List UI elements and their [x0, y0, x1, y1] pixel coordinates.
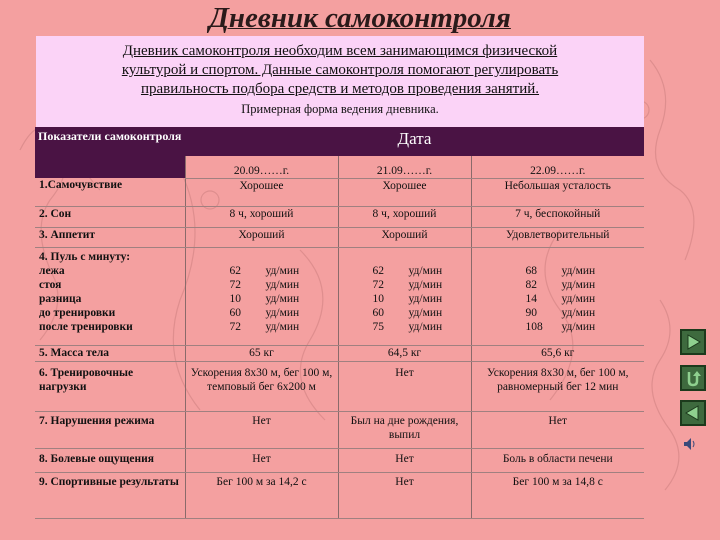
- pulse-number: 68: [525, 264, 537, 277]
- pulse-sublabel: после тренировки: [39, 320, 133, 333]
- pulse-value: [526, 278, 642, 292]
- pulse-number: 82: [525, 278, 537, 291]
- table-cell: Был на дне рождения, выпил: [338, 411, 471, 448]
- pulse-sublabel: разница: [39, 292, 82, 305]
- table-cell: Нет: [338, 361, 471, 411]
- page-title: Дневник самоконтроля: [209, 2, 511, 34]
- table-cell: Нет: [185, 448, 338, 472]
- intro-subtitle: Примерная форма ведения дневника.: [241, 102, 439, 116]
- pulse-number: 10: [372, 292, 384, 305]
- pulse-heading: 4. Пуль с минуту:: [39, 250, 131, 263]
- pulse-unit: уд/мин: [408, 264, 443, 277]
- table-cell: Ускорения 8х30 м, бег 100 м, равномерный бег 12 мин: [471, 361, 644, 411]
- row-label-pain: 8. Болевые ощущения: [35, 448, 185, 472]
- pulse-cell: [471, 247, 644, 345]
- table-cell: Боль в области печени: [471, 448, 644, 472]
- pulse-unit: уд/мин: [408, 306, 443, 319]
- self-control-table: [35, 127, 644, 519]
- date-cell: 22.09……г.: [471, 156, 644, 178]
- header-date: Дата: [185, 127, 644, 156]
- row-label-wellbeing: 1.Самочувствие: [35, 178, 185, 206]
- row-label-results: 9. Спортивные результаты: [35, 472, 185, 518]
- table-cell: 64,5 кг: [338, 345, 471, 361]
- pulse-sublabel: лежа: [39, 264, 65, 277]
- row-label-regime: 7. Нарушения режима: [35, 411, 185, 448]
- pulse-unit: уд/мин: [265, 264, 300, 277]
- pulse-unit: уд/мин: [561, 320, 596, 333]
- pulse-unit: уд/мин: [408, 292, 443, 305]
- pulse-number: 10: [229, 292, 241, 305]
- back-icon: [682, 402, 704, 424]
- pulse-number: 90: [525, 306, 537, 319]
- row-label-sleep: 2. Сон: [35, 206, 185, 227]
- pulse-value: [526, 292, 642, 306]
- return-button[interactable]: [680, 365, 706, 391]
- intro-line: Дневник самоконтроля необходим всем занимающимся физической: [122, 43, 558, 59]
- pulse-cell: [338, 247, 471, 345]
- table-cell: 7 ч, беспокойный: [471, 206, 644, 227]
- date-cell: 20.09……г.: [185, 156, 338, 178]
- date-cell: 21.09……г.: [338, 156, 471, 178]
- speaker-icon[interactable]: [682, 436, 700, 452]
- pulse-unit: уд/мин: [265, 278, 300, 291]
- table-cell: 65 кг: [185, 345, 338, 361]
- pulse-unit: уд/мин: [561, 306, 596, 319]
- table-cell: Хорошее: [185, 178, 338, 206]
- pulse-value: [373, 292, 468, 306]
- table-cell: Нет: [338, 472, 471, 518]
- pulse-unit: уд/мин: [561, 292, 596, 305]
- pulse-value: [230, 292, 335, 306]
- pulse-number: 108: [525, 320, 543, 333]
- pulse-number: 62: [229, 264, 241, 277]
- pulse-number: 72: [229, 278, 241, 291]
- pulse-number: 75: [372, 320, 384, 333]
- pulse-unit: уд/мин: [265, 292, 300, 305]
- table-cell: Хороший: [338, 227, 471, 247]
- pulse-unit: уд/мин: [561, 278, 596, 291]
- row-label-pulse: [35, 247, 185, 345]
- pulse-value: [230, 264, 335, 278]
- table-cell: Ускорения 8х30 м, бег 100 м, темповый бег 6х200 м: [185, 361, 338, 411]
- table-cell: Удовлетворительный: [471, 227, 644, 247]
- pulse-cell: [185, 247, 338, 345]
- row-label-appetite: 3. Аппетит: [35, 227, 185, 247]
- pulse-unit: уд/мин: [265, 306, 300, 319]
- pulse-number: 72: [229, 320, 241, 333]
- table-cell: 8 ч, хороший: [185, 206, 338, 227]
- pulse-number: 14: [525, 292, 537, 305]
- next-slide-button[interactable]: [680, 329, 706, 355]
- table-cell: Хорошее: [338, 178, 471, 206]
- pulse-value: [373, 306, 468, 320]
- row-label-training: 6. Тренировочные нагрузки: [35, 361, 185, 411]
- intro-line: правильность подбора средств и методов проведения занятий.: [140, 81, 540, 97]
- return-icon: [682, 367, 704, 389]
- pulse-unit: уд/мин: [265, 320, 300, 333]
- play-icon: [682, 331, 704, 353]
- pulse-value: [526, 264, 642, 278]
- intro-panel: [36, 36, 644, 127]
- pulse-value: [230, 278, 335, 292]
- pulse-unit: уд/мин: [561, 264, 596, 277]
- table-cell: Бег 100 м за 14,2 с: [185, 472, 338, 518]
- pulse-unit: уд/мин: [408, 278, 443, 291]
- pulse-value: [373, 320, 468, 334]
- pulse-value: [526, 320, 642, 334]
- header-label: Показатели самоконтроля: [35, 127, 185, 178]
- table-cell: Нет: [185, 411, 338, 448]
- table-cell: 8 ч, хороший: [338, 206, 471, 227]
- table-cell: Нет: [471, 411, 644, 448]
- pulse-value: [373, 278, 468, 292]
- table-cell: Хороший: [185, 227, 338, 247]
- previous-slide-button[interactable]: [680, 400, 706, 426]
- pulse-unit: уд/мин: [408, 320, 443, 333]
- pulse-sublabel: до тренировки: [39, 306, 116, 319]
- table-cell: 65,6 кг: [471, 345, 644, 361]
- pulse-value: [230, 306, 335, 320]
- pulse-number: 60: [229, 306, 241, 319]
- intro-line: культурой и спортом. Данные самоконтроля помогают регулировать: [121, 62, 559, 78]
- pulse-value: [373, 264, 468, 278]
- pulse-number: 62: [372, 264, 384, 277]
- pulse-number: 72: [372, 278, 384, 291]
- table-cell: Бег 100 м за 14,8 с: [471, 472, 644, 518]
- table-cell: Нет: [338, 448, 471, 472]
- row-label-mass: 5. Масса тела: [35, 345, 185, 361]
- pulse-sublabel: стоя: [39, 278, 62, 291]
- pulse-value: [230, 320, 335, 334]
- table-cell: Небольшая усталость: [471, 178, 644, 206]
- pulse-value: [526, 306, 642, 320]
- pulse-number: 60: [372, 306, 384, 319]
